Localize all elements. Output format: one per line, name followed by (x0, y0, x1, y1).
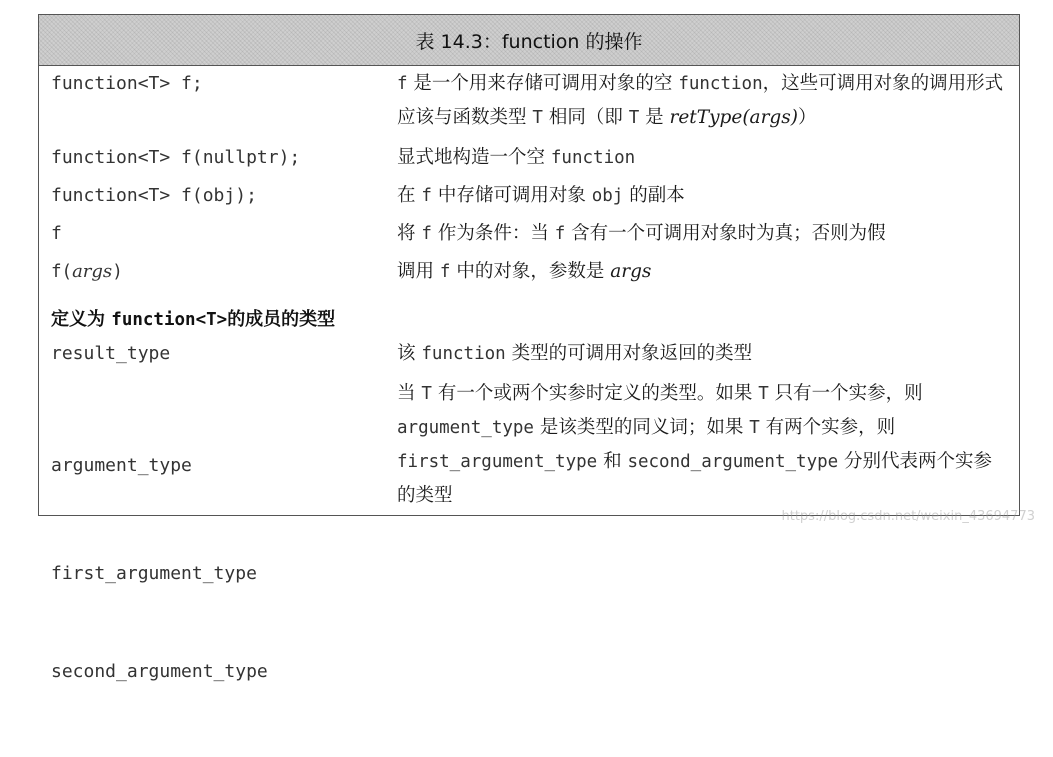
text-run: 是 (639, 107, 670, 128)
table-title (39, 15, 1019, 66)
text-run: 相同（即 (542, 107, 629, 128)
row-description (397, 141, 1009, 175)
inline-code: ) (112, 262, 123, 282)
row-description (397, 179, 1009, 213)
text-run: ，这些可调用对象的调用形式应该与函数类型 (397, 73, 1004, 128)
text-run: 含有一个可调用对象时为真；否则为假 (565, 223, 886, 244)
inline-code: T (749, 418, 760, 438)
inline-code: argument_type (397, 418, 534, 438)
text-run: 的副本 (623, 185, 685, 206)
inline-code: f (397, 74, 408, 94)
inline-code: first_argument_type (397, 452, 598, 472)
italic-term: args (72, 261, 113, 282)
inline-code: function (678, 74, 763, 94)
inline-code: f (439, 262, 451, 282)
inline-code: obj (591, 186, 624, 206)
inline-code: f (554, 224, 566, 244)
inline-code: T (421, 384, 432, 404)
text-run: 有一个或两个实参时定义的类型。如果 (431, 383, 759, 404)
row-description (397, 377, 1009, 513)
section-heading (51, 305, 335, 331)
row-code (51, 381, 268, 757)
row-code: function<T> f(obj); (51, 185, 257, 206)
row-description (397, 217, 1009, 251)
inline-code: T (532, 108, 543, 128)
inline-code: function (421, 344, 506, 364)
inline-code: f (421, 224, 432, 244)
text-run: 中存储可调用对象 (431, 185, 592, 206)
section-code: function<T> (111, 310, 228, 330)
italic-term: args (610, 261, 652, 282)
inline-code: T (758, 384, 769, 404)
row-code: function<T> f(nullptr); (51, 147, 301, 168)
text-run: 类型的可调用对象返回的类型 (505, 343, 753, 364)
code-line: first_argument_type (51, 563, 257, 584)
inline-code: f( (51, 262, 73, 282)
table-title-text: 表 14.3：function 的操作 (415, 30, 643, 53)
row-code: function<T> f; (51, 73, 203, 94)
text-run: 该 (397, 343, 422, 364)
row-code: f (51, 223, 62, 244)
text-run: 显式地构造一个空 (397, 147, 551, 168)
text-run: 调用 (397, 261, 440, 282)
text-run: 当 (397, 383, 422, 404)
text-run: 有两个实参，则 (759, 417, 896, 438)
text-run: 将 (397, 223, 422, 244)
row-code (51, 261, 123, 282)
text-run: 在 (397, 185, 422, 206)
row-description (397, 337, 1009, 371)
section-suffix: 的成员的类型 (227, 309, 336, 330)
text-run: 是该类型的同义词；如果 (533, 417, 750, 438)
code-line: argument_type (51, 455, 192, 476)
text-run: 只有一个实参，则 (768, 383, 923, 404)
inline-code: function (550, 148, 636, 168)
row-description (397, 255, 1009, 289)
text-run: 分别代表两个实参的类型 (397, 451, 993, 506)
row-code: result_type (51, 343, 171, 364)
inline-code: second_argument_type (627, 452, 839, 472)
section-prefix: 定义为 (51, 309, 112, 330)
text-run: 和 (597, 451, 628, 472)
row-description (397, 67, 1009, 135)
text-run: 中的对象，参数是 (450, 261, 611, 282)
text-run: 是一个用来存储可调用对象的空 (407, 73, 679, 94)
inline-code: f (421, 186, 432, 206)
watermark: https://blog.csdn.net/weixin_43694773 (781, 509, 1035, 524)
text-run: ） (797, 107, 817, 128)
code-line: second_argument_type (51, 661, 268, 682)
text-run: 作为条件：当 (431, 223, 555, 244)
inline-code: T (628, 108, 640, 128)
italic-term: retType(args) (669, 107, 798, 128)
